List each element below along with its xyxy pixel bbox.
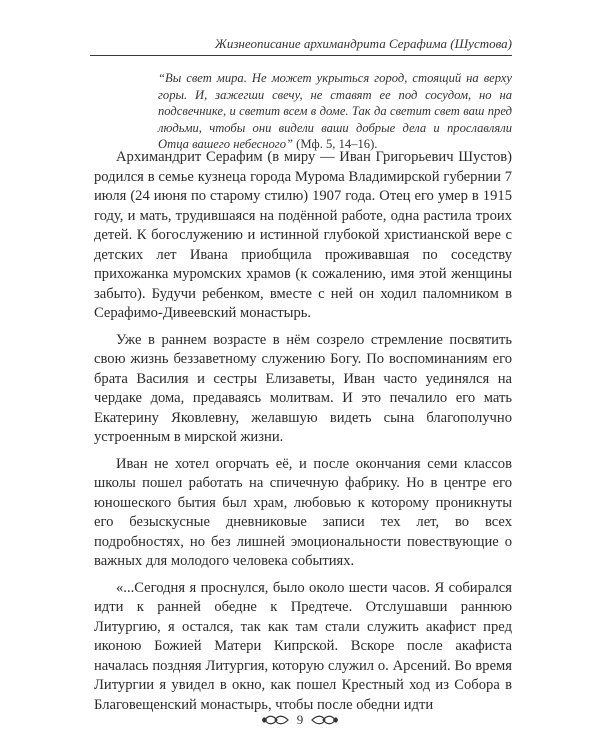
epigraph-reference: (Мф. 5, 14–16). bbox=[296, 137, 378, 151]
header-rule bbox=[90, 55, 512, 56]
left-ornament-icon bbox=[261, 714, 289, 726]
paragraph: Уже в раннем возрасте в нём созрело стремление посвятить свою жизнь беззаветному служению Богу. По воспоминаниям его брата Василия и сестры Елизаветы, Иван часто уединялся на чердаке дома, предаваясь молитвам. И это печалило его мать Екатерину Яковлевну, желавшую видеть сына благополучно устроенным в мирской жизни. bbox=[94, 331, 512, 445]
epigraph bbox=[158, 70, 512, 153]
epigraph-text: “Вы свет мира. Не может укрыться город, стоящий на верху горы. И, зажегши свечу, не ставят ее под сосудом, но на подсвечнике, и светит всем в доме. Так да светит свет ваш пред людьми, чтобы они видели ваши добрые дела и прославляли Отца вашего небесного” bbox=[158, 71, 512, 151]
right-ornament-icon bbox=[311, 714, 339, 726]
page-footer bbox=[0, 712, 600, 728]
page-number: 9 bbox=[296, 712, 304, 727]
running-head: Жизнеописание архимандрита Серафима (Шустова) bbox=[214, 36, 512, 51]
paragraph: «...Сегодня я проснулся, было около шести часов. Я собирался идти к ранней обедне к Предтече. Отслушавши раннюю Литургию, я остался, так как там стали служить акафист пред иконою Божией Матери Кипрской. Вскоре после акафиста началась поздняя Литургия, которую служил о. Арсений. Во время Литургии я увидел в окно, как пошел Крестный ход из Собора в Благовещенский монастырь, чтобы после обедни идти bbox=[94, 579, 512, 713]
paragraph: Иван не хотел огорчать её, и после окончания семи классов школы пошел работать на спичечную фабрику. Но в центре его юношеского бытия был храм, любовью к которому проникнуты его безыскусные дневниковые записи тех лет, во всех подробностях, но без лишней эмоциональности повествующие о важных для молодого человека событиях. bbox=[94, 455, 512, 569]
body-text bbox=[94, 148, 512, 722]
paragraph: Архимандрит Серафим (в миру — Иван Григорьевич Шустов) родился в семье кузнеца города Мурома Владимирской губернии 7 июля (24 июня по старому стилю) 1907 года. Отец его умер в 1915 году, и мать, трудившаяся на подённой работе, одна растила троих детей. К богослужению и истинной глубокой христианской вере с детских лет Ивана приобщила проживавшая по соседству прихожанка муромских храмов (к сожалению, имя этой женщины забыто). Будучи ребенком, вместе с ней он ходил паломником в Серафимо-Дивеевский монастырь. bbox=[94, 149, 512, 321]
